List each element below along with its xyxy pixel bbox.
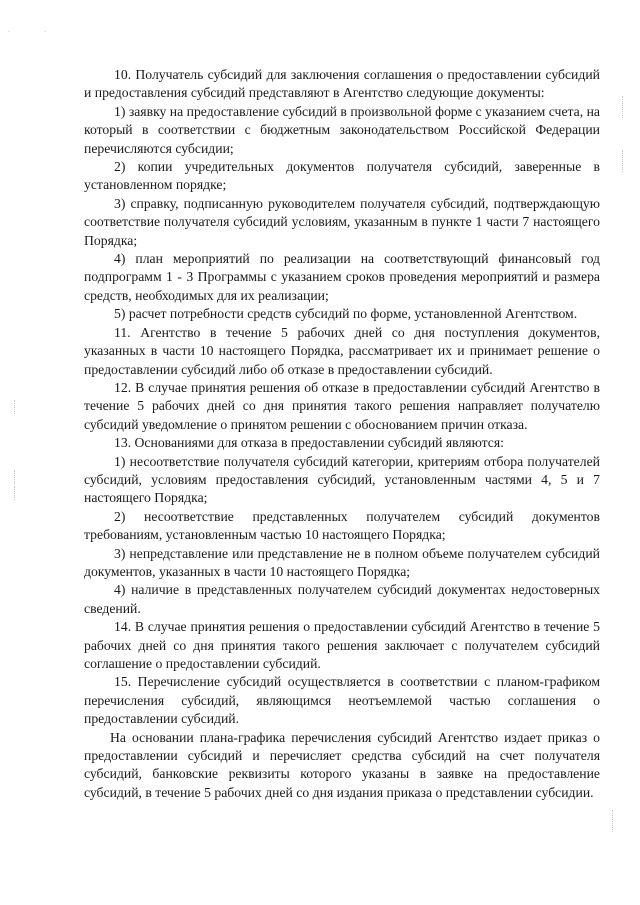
scan-mark <box>612 810 614 832</box>
list-item-13-2: 2) несоответствие представленных получателем субсидий документов требованиям, установленным частью 10 настоящего Порядка; <box>84 508 600 543</box>
list-item-10-2: 2) копии учредительных документов получателя субсидий, заверенные в установленном порядке; <box>84 159 600 193</box>
list-item-10-5: 5) расчет потребности средств субсидий по форме, установленной Агентством. <box>114 306 578 322</box>
scan-mark: · <box>8 29 10 36</box>
scan-mark <box>14 470 16 484</box>
scan-mark <box>622 96 624 118</box>
document-body <box>84 66 600 802</box>
list-item-10-3: 3) справку, подписанную руководителем получателя субсидий, подтверждающую соответствие получателя субсидий условиям, указанным в пункте 1 части 7 настоящего Порядка; <box>84 195 600 248</box>
paragraph-10: 10. Получатель субсидий для заключения соглашения о предоставлении субсидий и предоставления субсидий представляют в Агентство следующие документы: <box>84 67 600 101</box>
paragraph-11: 11. Агентство в течение 5 рабочих дней со дня поступления документов, указанных в части 10 настоящего Порядка, рассматривает их и принимает решение о предоставлении субсидий либо об отказе в предоставлении субсидий. <box>84 324 600 377</box>
scan-mark <box>622 150 624 172</box>
paragraph-13: 13. Основаниями для отказа в предоставлении субсидий являются: <box>114 435 504 451</box>
paragraph-15: 15. Перечисление субсидий осуществляется в соответствии с планом-графиком перечисления субсидий, являющимся неотъемлемой частью соглашения о предоставлении субсидий. <box>84 674 600 727</box>
list-item-13-3: 3) непредставление или представление не в полном объеме получателем субсидий документов, указанных в части 10 настоящего Порядка; <box>84 545 600 579</box>
paragraph-15-continuation: На основании плана-графика перечисления субсидий Агентство издает приказ о предоставлении субсидий и перечисляет средства субсидий на счет получателя субсидий, банковские реквизиты которого указаны в заявке на предоставление субсидий, в течение 5 рабочих дней со дня издания приказа о представлении субсидии. <box>84 729 600 800</box>
scan-mark: · <box>44 29 46 36</box>
list-item-10-4: 4) план мероприятий по реализации на соответствующий финансовый год подпрограмм 1 - 3 Программы с указанием сроков проведения мероприятий и размера средств, необходимых для их реализации; <box>84 251 600 303</box>
paragraph-12: 12. В случае принятия решения об отказе в предоставлении субсидий Агентство в течение 5 рабочих дней со дня принятия такого решения направляет получателю субсидий уведомление о принятом решении с обоснованием причин отказа. <box>84 379 600 432</box>
paragraph-14: 14. В случае принятия решения о предоставлении субсидий Агентство в течение 5 рабочих дней со дня принятия такого решения заключает с получателем субсидий соглашение о предоставлении субсидий. <box>84 619 600 671</box>
scan-mark <box>14 400 16 414</box>
scan-mark <box>14 486 16 500</box>
list-item-10-1: 1) заявку на предоставление субсидий в произвольной форме с указанием счета, на который в соответствии с бюджетным законодательством Российской Федерации перечисляются субсидии; <box>84 103 600 156</box>
list-item-13-4: 4) наличие в представленных получателем субсидий документах недостоверных сведений. <box>84 582 600 616</box>
list-item-13-1: 1) несоответствие получателя субсидий категории, критериям отбора получателей субсидий, условиям предоставления субсидий, установленным частями 4, 5 и 7 настоящего Порядка; <box>84 453 600 506</box>
